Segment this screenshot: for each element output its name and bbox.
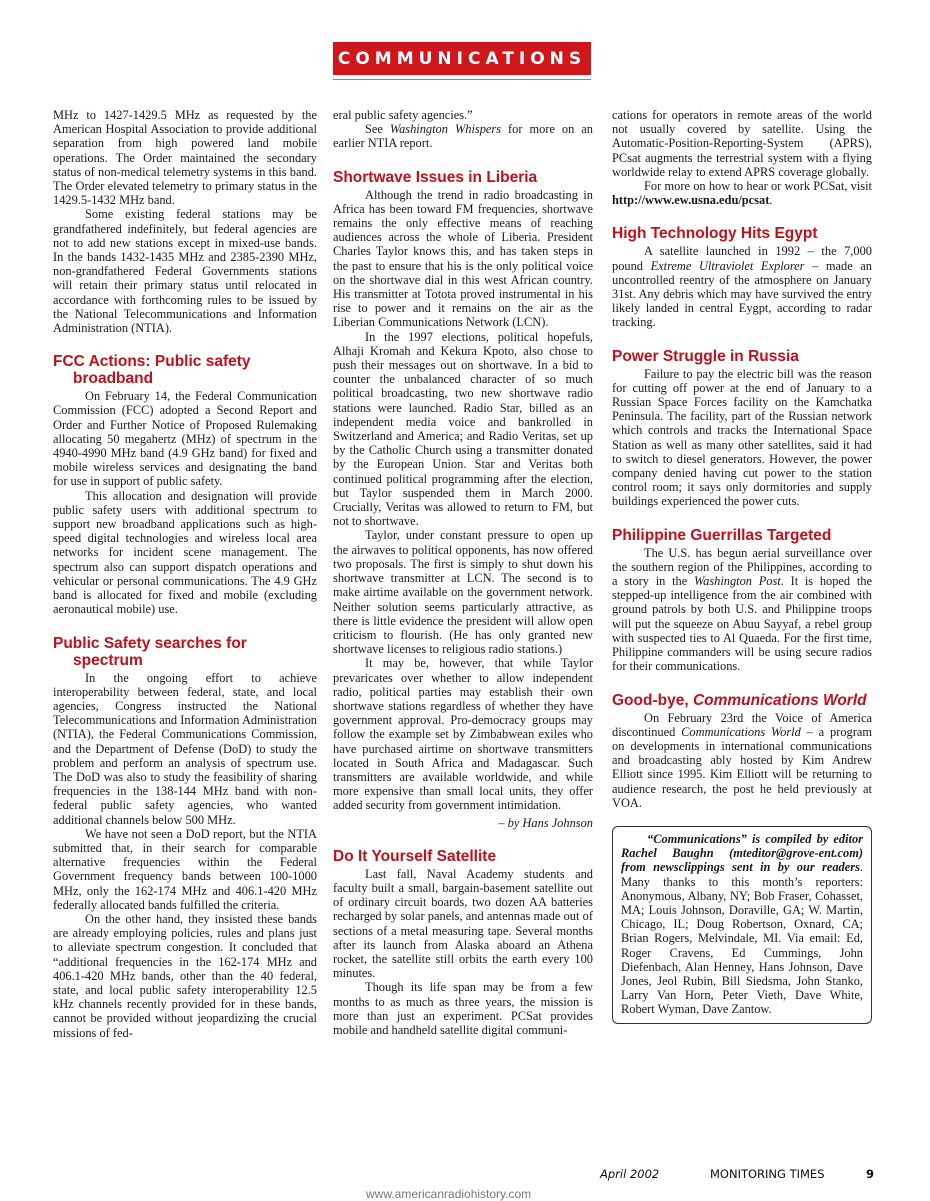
paragraph [612, 546, 872, 674]
section-banner [333, 42, 591, 75]
text: . [769, 193, 773, 208]
paragraph: We have not seen a DoD report, but the NTIA submitted that, in their search for comparable alternative frequencies within the Federal Government frequency bands between 100-1000 MHz, only the 162-174 MHz and 406.1-420 MHz federally allocated bands fulfilled the criteria. [53, 826, 317, 912]
paragraph: Some existing federal stations may be grandfathered indefinitely, but federal agencies are not to add new stations except in mixed-use bands. In the bands 1432-1435 MHz and 2385-2390 MHz, non-grandfathered Federal Governments stations will retain their primary status until relocated in accordance with forthcoming rules to be issued by the National Telecommunications and Information Administration (NTIA). [53, 207, 317, 336]
text: On February 23rd the Voice of America discontinued [612, 710, 872, 739]
paragraph [612, 179, 872, 207]
text: For more on how to hear or work PCSat, visit [644, 179, 872, 194]
heading-egypt: High Technology Hits Egypt [612, 225, 818, 243]
satellite-name: Extreme Ultraviolet Explorer [650, 258, 805, 273]
heading-goodbye [612, 692, 872, 709]
paragraph: On the other hand, they insisted these bands are already employing policies, rules and plans just to alleviate spectrum congestion. It concluded that “additional frequencies in the 162-174 MHz and 406.1-420 MHz bands, other than the 40 federal, state, and local public safety interoperability 12.5 kHz channels recently provided for in these bands, cannot be provided without jeopardizing the crucial missions of fed- [53, 911, 317, 1040]
paragraph: It may be, however, that while Taylor prevaricates over whether to allow independent radio, political parties may establish their own shortwave stations regardless of whether they have government approval. Pro-democracy groups may follow the example set by Zimbabwean exiles who have purchased airtime on shortwave transmitters located in South Africa and Madagascar. Such transmitters are available worldwide, and while more expensive than small local units, they offer added security from government intimidation. [333, 656, 593, 813]
heading-shortwave-liberia: Shortwave Issues in Liberia [333, 168, 538, 186]
heading-diy-satellite: Do It Yourself Satellite [333, 847, 497, 865]
footer-page-number: 9 [866, 1167, 875, 1181]
paragraph: On February 14, the Federal Communication Commission (FCC) adopted a Second Report and Order and Further Notice of Proposed Rulemaking allocating 50 megahertz (MHz) of spectrum in the 4940-4990 MHz band (4.9 GHz band) for fixed and mobile wireless services and designating the band for use in support of public safety. [53, 389, 317, 489]
column-1 [53, 108, 317, 1040]
paragraph: Though its life span may be from a few months to as much as three years, the mission is more than just an experiment. PCSat provides mobile and handheld satellite digital communi- [333, 980, 593, 1037]
text: – made an uncontrolled reentry of the atmosphere on January 31st. Any debris which may have survived the entry likely landed in central Eygpt, according to radar tracking. [612, 258, 872, 330]
paragraph [612, 244, 872, 329]
paragraph: Last fall, Naval Academy students and faculty built a small, bargain-basement satellite out of ordinary circuit boards, two dozen AA batteries recharged by solar panels, and antennas made out of sections of a metal measuring tape. Several months after its launch from Alaska aboard an Athena rocket, the satellite still orbits the earth every 100 minutes. [333, 866, 593, 981]
paragraph: cations for operators in remote areas of the world not usually covered by satellite. Using the Automatic-Position-Reporting-System (APRS), PCsat augments the terrestrial system with a flying worldwide relay to extend APRS coverage globally. [612, 108, 872, 179]
credits-paragraph [621, 832, 863, 1017]
paragraph: MHz to 1427-1429.5 MHz as requested by the American Hospital Association to provide additional separation from high powered land mobile operations. The Order maintained the secondary status of non-medical telemetry systems in this band. The Order elevated telemetry to primary status in the 1429.5-1432 MHz band. [53, 108, 317, 208]
text: . It is hoped the stepped-up intelligence from the air combined with ground patrols by both U.S. and Philippine troops will put the squeeze on Abuu Sayyaf, a rebel group with suspected ties to Al Quaeda. For the first time, Philippine commanders will be using secure radios for their communications. [612, 574, 872, 674]
program-name: Communications World [681, 724, 801, 739]
text: See [365, 122, 390, 137]
source-watermark: www.americanradiohistory.com [366, 1187, 532, 1201]
text: for more on an earlier NTIA report. [333, 122, 593, 151]
publication-name: Washington Post [693, 574, 781, 589]
credits-list: . Many thanks to this month’s reporters: Anonymous, Albany, NY; Bob Fraser, Cohasset, MA; Louis Johnson, Doraville, GA; W. Martin, Chicago, IL; Doug Robertson, Oxnard, CA; Brian Rogers, Melvindale, MI. Via email: Ed, Roger Cravens, Ed Cummings, John Diefenbach, Alan Henney, Hans Johnson, Dave Jones, Jeol Rubin, Bill Siedsma, John Stanko, Larry Van Horn, Peter Vieth, Dave White, Robert Wyman, Dave Zantow. [621, 860, 863, 1017]
text: A satellite launched in 1992 – the 7,000 pound [612, 244, 872, 273]
text: – a program on developments in international communications and broadcasting ably hosted by Kim Andrew Elliott since 1995. Kim Elliott will be returning to audience research, the post he held previously at VOA. [612, 724, 872, 810]
cross-reference-title: Washington Whispers [389, 122, 502, 137]
byline: – by Hans Johnson [498, 815, 593, 830]
heading-russia: Power Struggle in Russia [612, 347, 799, 365]
heading-philippine: Philippine Guerrillas Targeted [612, 526, 832, 544]
column-3 [612, 108, 872, 1024]
paragraph: In the ongoing effort to achieve interoperability between federal, state, and local agencies, Congress instructed the National Telecommunications and Information Administration (NTIA), the Federal Communications Commission, and the Department of Defense (DoD) to study the problem and perform an analysis of spectrum use. The DoD was also to study the feasibility of sharing frequencies in the 138-144 MHz band with non-federal public safety agencies, who wanted additional channels below 500 MHz. [53, 670, 317, 827]
paragraph: This allocation and designation will provide public safety users with additional spectrum to support new broadband applications such as high-speed digital technologies and wireless local area networks for incident scene management. The spectrum also can support dispatch operations and vehicular or personal communications. The 4.9 GHz band is allocated for fixed and mobile (excluding aeronautical mobile) use. [53, 488, 317, 617]
column-2 [333, 108, 593, 1037]
heading-public-safety-spectrum: Public Safety searches for spectrum [53, 634, 247, 669]
paragraph [612, 711, 872, 810]
credits-intro: “Communications” is compiled by editor Rachel Baughn (mteditor@grove-ent.com) from newsclippings sent in by our readers [621, 831, 863, 875]
banner-rule-divider [333, 79, 591, 80]
credits-box [612, 826, 872, 1024]
paragraph: eral public safety agencies.” [333, 108, 473, 122]
paragraph [333, 122, 593, 150]
section-banner-title: COMMUNICATIONS [337, 48, 587, 69]
heading-fcc-actions: FCC Actions: Public safety broadband [53, 353, 251, 388]
footer-date: April 2002 [600, 1167, 660, 1181]
paragraph: Failure to pay the electric bill was the reason for cutting off power at the end of January to a Russian Space Forces facility on the Kamchatka Peninsula. The facility, part of the Russian network which controls and tracks the International Space Station as well as many other satellites, said it had to switch to diesel generators. However, the power company denied having cut power to the station control room; it says only dormitories and supply buildings experienced the power cuts. [612, 366, 872, 509]
text: The U.S. has begun aerial surveillance over the southern region of the Philippines, according to a story in the [612, 545, 872, 589]
paragraph: In the 1997 elections, political hopefuls, Alhaji Kromah and Kekura Kpoto, also chose to push their messages out on shortwave. In a bid to counter the unbalanced character of so much political broadcasting, two new shortwave radio stations were launched. Radio Star, billed as an independent media voice and bankrolled in Switzerland and America; and Radio Veritas, set up by the Catholic Church using a transmitter donated by the European Union. Star and Veritas both continued political programming after the election, but Taylor suspended them in March 2000. Crucially, Veritas was allowed to return to FM, but not to shortwave. [333, 329, 593, 529]
text: Good-bye, [612, 691, 693, 709]
text: Communications World [692, 691, 867, 709]
paragraph: Although the trend in radio broadcasting in Africa has been toward FM frequencies, shortwave remains the only effective means of reaching audiences across the whole of Liberia. President Charles Taylor knows this, and has taken steps in the past to ensure that his is the only political voice on the shortwave dial in this west African country. His transmitter at Totota proved instrumental in his rise to power and it remains on the air as the Liberian Communications Network (LCN). [333, 187, 593, 330]
paragraph: Taylor, under constant pressure to open up the airwaves to political opponents, has now offered two proposals. The first is simply to shut down his shortwave transmitter at LCN. The second is to make airtime available on the government network. Neither solution seems particularly attractive, as there is little evidence the president will allow open criticism to flourish. (He has only granted new shortwave licenses to religious radio stations.) [333, 528, 593, 657]
footer-magazine-name: MONITORING TIMES [710, 1167, 825, 1181]
pcsat-url-link[interactable]: http://www.ew.usna.edu/pcsat [612, 193, 770, 208]
